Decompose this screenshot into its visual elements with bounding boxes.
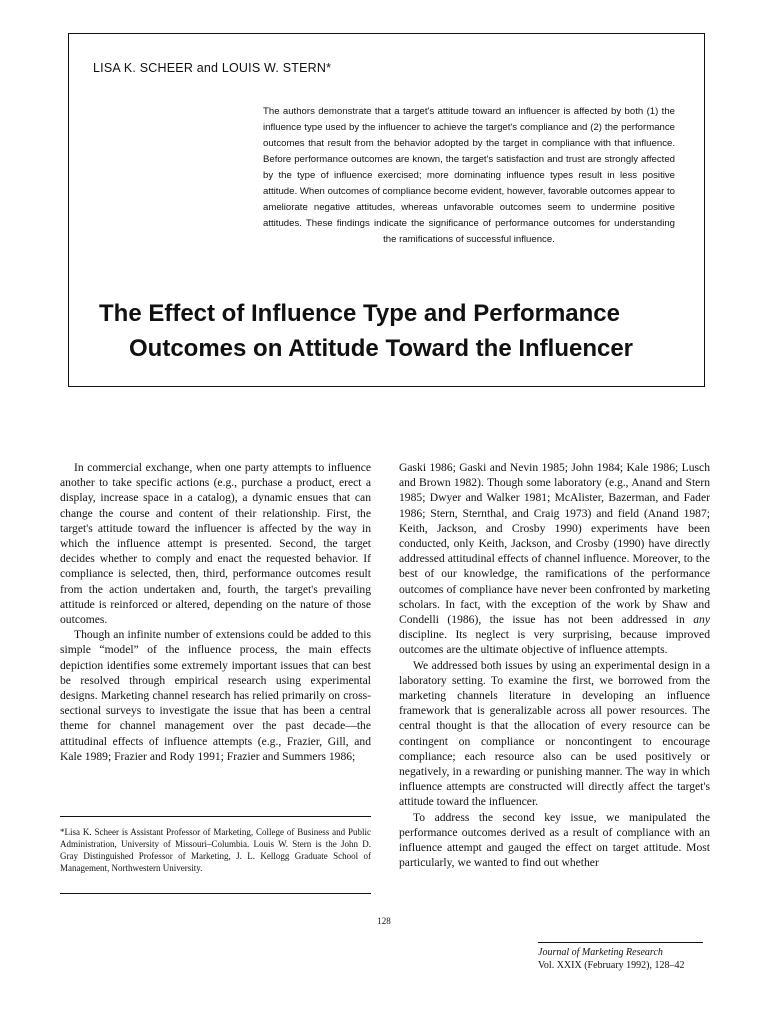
footnote-rule xyxy=(60,893,371,894)
body-text: Gaski 1986; Gaski and Nevin 1985; John 1984; Kale 1986; Lusch and Brown 1982). Though some laboratory (e.g., Anand and Stern 1985; Dwyer and Walker 1981; McAlister, Bazerman, and Fader 1986; Stern, Sternthal, and Craig 1973) and field (Anand 1987; Keith, Jackson, and Crosby 1990) experiments have been conducted, only Keith, Jackson, and Crosby (1990) have directly addressed attitudinal effects of channel influence. Moreover, to the best of our knowledge, the ramifications of the performance outcomes of compliance have never been confronted by marketing scholars. In fact, with the exception of the work by Shaw and Condelli (1986), the issue has not been addressed in xyxy=(399,461,710,627)
body-paragraph: We addressed both issues by using an experimental design in a laboratory setting. To examine the first, we borrowed from the marketing channels literature in developing an influence framework that is generalizable across all power resources. The central thought is that the allocation of every resource can be contingent on compliance or noncontingent to encourage compliance; each resource also can be used positively or negatively, in a rewarding or punishing manner. The way in which influence attempts are constructed will directly affect the target's attitude toward the influencer. xyxy=(399,658,710,809)
body-paragraph xyxy=(399,460,710,658)
title-line-1: The Effect of Influence Type and Performance xyxy=(99,300,620,327)
footnote-rule xyxy=(60,816,371,817)
body-text: discipline. Its neglect is very surprising, because improved outcomes are the ultimate objective of influence attempts. xyxy=(399,628,710,657)
body-paragraph: Though an infinite number of extensions could be added to this simple “model” of the influence process, the main effects depiction identifies some extremely important issues that can best be resolved through empirical research using experimental designs. Marketing channel research has relied primarily on cross-sectional surveys to investigate the issue that has been a central theme for channel management over the past decade—the attitudinal effects of influence attempts (e.g., Frazier, Gill, and Kale 1989; Frazier and Rody 1991; Frazier and Summers 1986; xyxy=(60,628,371,763)
page-number: 128 xyxy=(377,916,391,926)
body-column-right xyxy=(399,460,710,870)
journal-volume: Vol. XXIX (February 1992), 128–42 xyxy=(538,960,685,971)
article-title xyxy=(69,296,706,366)
emphasis-text: any xyxy=(693,613,710,627)
body-paragraph: To address the second key issue, we manipulated the performance outcomes derived as a result of compliance with an influence attempt and gauged the effect on target attitude. Most particularly, we wanted to find out whether xyxy=(399,810,710,870)
author-footnote: *Lisa K. Scheer is Assistant Professor of Marketing, College of Business and Public Administration, University of Missouri–Columbia. Louis W. Stern is the John D. Gray Distinguished Professor of Marketing, J. L. Kellogg Graduate School of Management, Northwestern University. xyxy=(60,827,371,873)
journal-rule xyxy=(538,942,703,943)
title-line-2: Outcomes on Attitude Toward the Influencer xyxy=(129,335,634,362)
body-paragraph: In commercial exchange, when one party attempts to influence another to take specific actions (e.g., purchase a product, erect a display, increase space in a catalog), a dynamic ensues that can change the course and content of their relationship. First, the target's attitude toward the influencer is affected by the way in which the influence attempt is presented. Second, the target decides whether to comply and enact the requested behavior. If compliance is selected, then, third, performance outcomes result from the action undertaken and, fourth, the target's prevailing attitude is reinforced or altered, depending on the nature of those outcomes. xyxy=(60,461,371,627)
abstract: The authors demonstrate that a target's attitude toward an influencer is affected by both (1) the influence type used by the influencer to achieve the target's compliance and (2) the performance outcomes that result from the behavior adopted by the target in compliance with that influence. Before performance outcomes are known, the target's satisfaction and trust are strongly affected by the type of influence exercised; more dominating influence types result in less positive attitude. When outcomes of compliance become evident, however, favorable outcomes appear to ameliorate negative attitudes, whereas unfavorable outcomes seem to undermine positive attitudes. These findings indicate the significance of performance outcomes for understanding the ramifications of successful influence. xyxy=(263,106,675,245)
journal-citation xyxy=(538,946,708,972)
article-header-box xyxy=(68,33,705,387)
body-column-left xyxy=(60,460,371,764)
journal-name: Journal of Marketing Research xyxy=(538,947,663,958)
author-line: LISA K. SCHEER and LOUIS W. STERN* xyxy=(93,61,332,75)
